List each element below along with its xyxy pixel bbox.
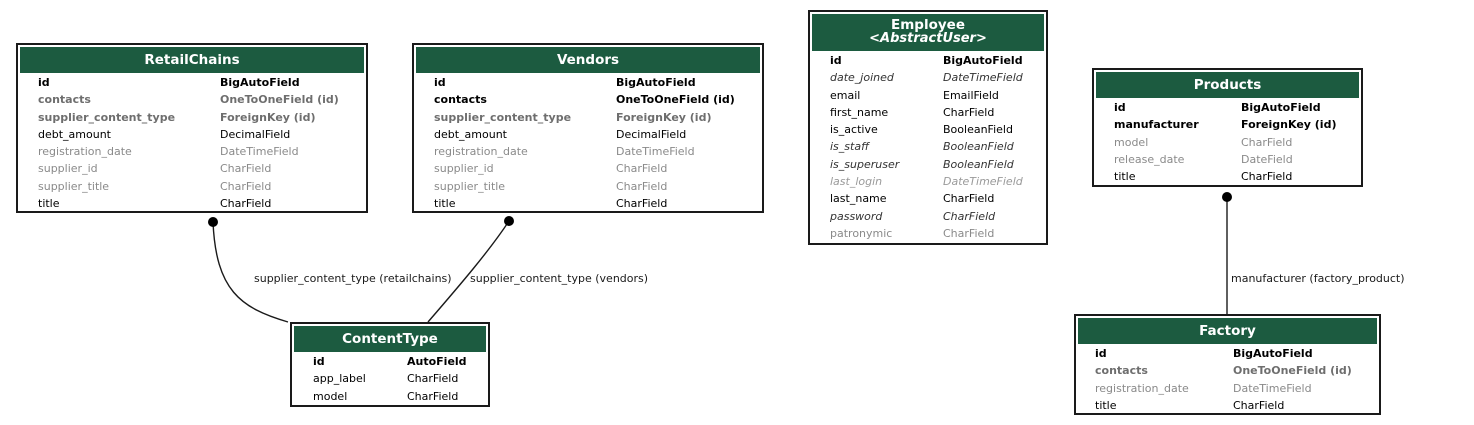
field-type: OneToOneField (id) [616,93,735,107]
field-type: DecimalField [220,127,291,141]
table-rows [292,352,488,407]
field-name: supplier_id [38,162,98,176]
field-row [414,91,762,108]
field-name: supplier_content_type [38,110,176,124]
field-row [18,109,366,126]
table-rows [1076,344,1379,416]
field-name: debt_amount [38,127,111,141]
field-name: id [38,76,50,89]
field-row [18,126,366,143]
table-title: RetailChains [144,52,240,68]
field-row [414,195,762,212]
field-row [1094,168,1361,185]
field-row [18,74,366,91]
field-type: DateTimeField [943,175,1023,189]
field-row [810,190,1046,207]
field-name: title [38,197,60,211]
table-employee[interactable] [808,10,1048,245]
field-row [414,143,762,160]
field-name: patronymic [830,226,893,240]
table-header [416,47,760,73]
table-vendors[interactable] [412,43,764,213]
edge-products-dot [1222,192,1232,202]
field-row [810,69,1046,86]
edge-retailchains-dot [208,217,218,227]
field-row [1076,345,1379,362]
field-name: is_staff [830,140,870,154]
field-type: DateTimeField [943,71,1023,85]
field-name: title [434,197,456,211]
field-name: registration_date [38,145,132,159]
field-type: CharField [1241,135,1293,149]
field-type: OneToOneField (id) [220,93,339,107]
field-row [1094,134,1361,151]
field-name: app_label [313,372,366,386]
field-type: ForeignKey (id) [616,110,712,124]
table-products[interactable] [1092,68,1363,187]
field-name: last_login [830,175,883,189]
field-row [810,208,1046,225]
field-type: ForeignKey (id) [220,110,316,124]
field-row [810,52,1046,69]
table-title: Employee [891,17,965,33]
field-name: id [830,54,842,67]
table-header [20,47,364,73]
field-type: CharField [616,197,668,211]
field-row [18,160,366,177]
field-row [1076,380,1379,397]
field-name: title [1114,170,1136,184]
table-rows [1094,98,1361,187]
field-row [414,178,762,195]
table-retailchains[interactable] [16,43,368,213]
field-row [414,126,762,143]
field-row [1094,151,1361,168]
field-row [1094,116,1361,133]
field-type: CharField [407,389,459,403]
field-name: last_name [830,192,887,206]
field-name: is_superuser [830,157,900,171]
field-name: contacts [434,93,487,107]
table-header [812,14,1044,51]
field-row [810,173,1046,190]
field-row [810,225,1046,242]
field-row [1094,99,1361,116]
table-subtitle: <AbstractUser> [869,31,987,46]
field-type: CharField [943,209,996,223]
field-row [18,91,366,108]
field-name: debt_amount [434,127,507,141]
field-row [292,388,488,405]
field-row [414,109,762,126]
field-type: ForeignKey (id) [1241,118,1337,132]
field-name: release_date [1114,152,1185,166]
table-factory[interactable] [1074,314,1381,415]
field-row [18,178,366,195]
field-type: CharField [943,105,995,119]
field-name: registration_date [434,145,528,159]
table-header [1078,318,1377,344]
table-rows [810,51,1046,244]
field-name: title [1095,398,1117,412]
field-name: contacts [1095,364,1148,378]
field-type: CharField [407,372,459,386]
field-row [292,353,488,370]
field-type: CharField [616,162,668,176]
field-name: first_name [830,105,889,119]
field-type: CharField [943,226,995,240]
field-type: DateTimeField [220,145,299,159]
field-type: DateField [1241,152,1293,166]
field-type: CharField [1241,170,1293,184]
field-type: BooleanField [943,123,1013,137]
field-type: AutoField [407,355,467,368]
field-row [18,143,366,160]
field-type: DecimalField [616,127,687,141]
field-type: BooleanField [943,157,1014,171]
field-type: CharField [220,179,272,193]
field-type: BigAutoField [220,76,300,89]
field-type: CharField [220,162,272,176]
field-row [414,160,762,177]
field-name: is_active [830,123,878,137]
field-row [414,74,762,91]
field-row [1076,397,1379,414]
field-name: email [830,88,861,102]
field-name: model [313,389,348,403]
field-type: BooleanField [943,140,1014,154]
field-type: BigAutoField [943,54,1023,67]
table-rows [18,73,366,214]
field-row [810,104,1046,121]
field-name: supplier_content_type [434,110,572,124]
field-row [810,138,1046,155]
field-type: EmailField [943,88,999,102]
field-type: DateTimeField [1233,381,1312,395]
field-type: CharField [616,179,668,193]
field-row [810,87,1046,104]
field-name: date_joined [830,71,894,85]
table-header [294,326,486,352]
edge-label-vendors: supplier_content_type (vendors) [470,272,649,285]
field-row [810,156,1046,173]
field-row [18,195,366,212]
edge-vendors-dot [504,216,514,226]
table-title: Vendors [556,52,620,68]
field-name: contacts [38,93,91,107]
table-title: ContentType [342,331,438,347]
field-type: BigAutoField [1241,101,1321,114]
field-name: supplier_title [434,179,506,193]
field-name: id [1095,347,1107,360]
field-name: model [1114,135,1149,149]
field-name: id [313,355,325,368]
table-title: Factory [1199,323,1256,339]
field-name: manufacturer [1114,118,1199,132]
table-rows [414,73,762,214]
field-type: CharField [1233,398,1285,412]
field-name: registration_date [1095,381,1189,395]
field-type: CharField [943,192,995,206]
edge-label-retailchains: supplier_content_type (retailchains) [254,272,452,285]
field-name: supplier_id [434,162,494,176]
table-title: Products [1193,77,1262,93]
table-contenttype[interactable] [290,322,490,407]
field-name: id [434,76,446,89]
field-row [292,370,488,387]
field-type: OneToOneField (id) [1233,364,1352,378]
field-type: BigAutoField [1233,347,1313,360]
table-header [1096,72,1359,98]
field-type: DateTimeField [616,145,695,159]
field-type: CharField [220,197,272,211]
field-row [1076,362,1379,379]
field-name: supplier_title [38,179,110,193]
field-name: password [830,209,883,223]
field-name: id [1114,101,1126,114]
field-row [810,121,1046,138]
field-type: BigAutoField [616,76,696,89]
edge-label-factory: manufacturer (factory_product) [1231,272,1405,285]
